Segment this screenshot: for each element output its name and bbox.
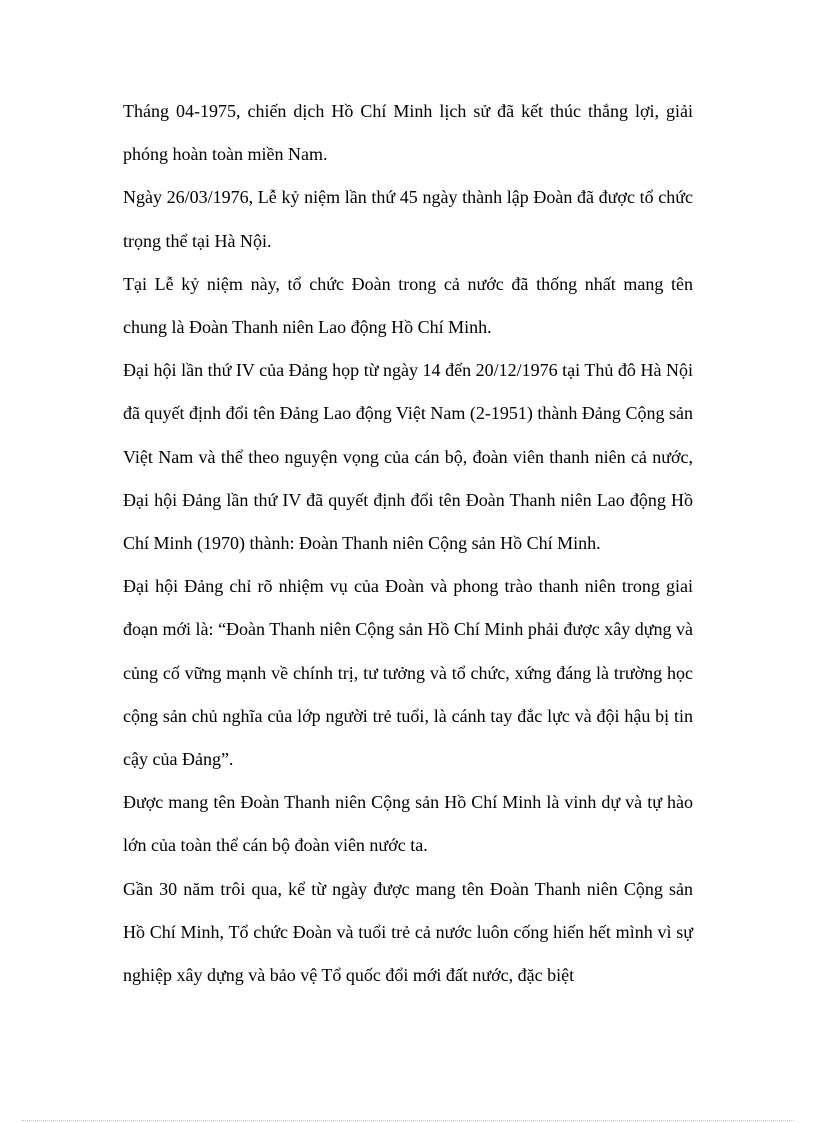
paragraph-2: Ngày 26/03/1976, Lễ kỷ niệm lần thứ 45 ngày thành lập Đoàn đã được tổ chức trọng thể tại Hà Nội. bbox=[123, 187, 693, 251]
document-body bbox=[123, 90, 693, 997]
paragraph-7: Gần 30 năm trôi qua, kể từ ngày được mang tên Đoàn Thanh niên Cộng sản Hồ Chí Minh, Tổ chức Đoàn và tuổi trẻ cả nước luôn cống hiến hết mình vì sự nghiệp xây dựng và bảo vệ Tổ quốc đổi mới đất nước, đặc biệt bbox=[123, 878, 693, 986]
paragraph-3: Tại Lễ kỷ niệm này, tổ chức Đoàn trong cả nước đã thống nhất mang tên chung là Đoàn Thanh niên Lao động Hồ Chí Minh. bbox=[123, 273, 693, 338]
page-bottom-divider bbox=[22, 1120, 794, 1121]
paragraph-6: Được mang tên Đoàn Thanh niên Cộng sản Hồ Chí Minh là vinh dự và tự hào lớn của toàn thể cán bộ đoàn viên nước ta. bbox=[123, 792, 693, 856]
paragraph-4: Đại hội lần thứ IV của Đảng họp từ ngày 14 đến 20/12/1976 tại Thủ đô Hà Nội đã quyết định đổi tên Đảng Lao động Việt Nam (2-1951) thành Đảng Cộng sản Việt Nam và thể theo nguyện vọng của cán bộ, đoàn viên thanh niên cả nước, Đại hội Đảng lần thứ IV đã quyết định đổi tên Đoàn Thanh niên Lao động Hồ Chí Minh (1970) thành: Đoàn Thanh niên Cộng sản Hồ Chí Minh. bbox=[123, 360, 693, 554]
paragraph-5: Đại hội Đảng chỉ rõ nhiệm vụ của Đoàn và phong trào thanh niên trong giai đoạn mới là: “Đoàn Thanh niên Cộng sản Hồ Chí Minh phải được xây dựng và củng cố vững mạnh về chính trị, tư tưởng và tổ chức, xứng đáng là trường học cộng sản chủ nghĩa của lớp người trẻ tuổi, là cánh tay đắc lực và đội hậu bị tin cậy của Đảng”. bbox=[123, 576, 693, 770]
paragraph-1: Tháng 04-1975, chiến dịch Hồ Chí Minh lịch sử đã kết thúc thắng lợi, giải phóng hoàn toàn miền Nam. bbox=[123, 101, 693, 165]
